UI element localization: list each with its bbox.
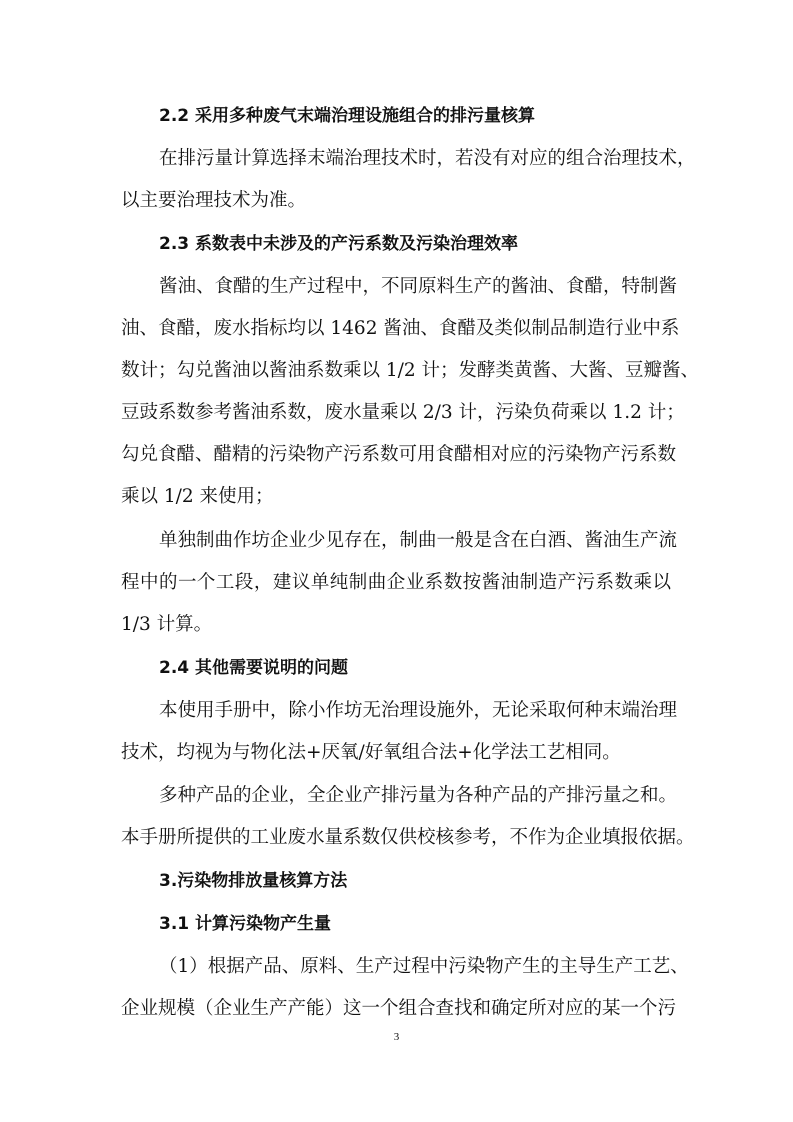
paragraph-line: 在排污量计算选择末端治理技术时，若没有对应的组合治理技术， <box>159 148 696 169</box>
paragraph-line: 程中的一个工段，建议单纯制曲企业系数按酱油制造产污系数乘以 <box>121 572 671 593</box>
paragraph-line: （1）根据产品、原料、生产过程中污染物产生的主导生产工艺、 <box>159 956 689 977</box>
section-heading-2-4: 2.4 其他需要说明的问题 <box>159 658 349 678</box>
section-heading-3-1: 3.1 计算污染物产生量 <box>159 914 332 934</box>
paragraph-line: 技术，均视为与物化法+厌氧/好氧组合法+化学法工艺相同。 <box>121 742 621 763</box>
paragraph-line: 本手册所提供的工业废水量系数仅供校核参考，不作为企业填报依据。 <box>121 827 695 848</box>
paragraph-line: 勾兑食醋、醋精的污染物产污系数可用食醋相对应的污染物产污系数 <box>121 444 677 465</box>
page-number: 3 <box>393 1031 400 1043</box>
paragraph-line: 1/3 计算。 <box>121 614 213 635</box>
paragraph-line: 豆豉系数参考酱油系数，废水量乘以 2/3 计，污染负荷乘以 1.2 计； <box>121 402 685 423</box>
paragraph-line: 单独制曲作坊企业少见存在，制曲一般是含在白酒、酱油生产流 <box>159 530 678 551</box>
section-heading-2-3: 2.3 系数表中未涉及的产污系数及污染治理效率 <box>159 234 519 254</box>
paragraph-line: 本使用手册中，除小作坊无治理设施外，无论采取何种末端治理 <box>159 700 678 721</box>
paragraph-line: 以主要治理技术为准。 <box>121 190 307 211</box>
paragraph-line: 企业规模（企业生产产能）这一个组合查找和确定所对应的某一个污 <box>121 998 677 1019</box>
paragraph-line: 油、食醋，废水指标均以 1462 酱油、食醋及类似制品制造行业中系 <box>121 318 680 339</box>
section-heading-3: 3.污染物排放量核算方法 <box>159 871 348 891</box>
paragraph-line: 多种产品的企业，全企业产排污量为各种产品的产排污量之和。 <box>159 785 678 806</box>
section-heading-2-2: 2.2 采用多种废气末端治理设施组合的排污量核算 <box>159 106 536 126</box>
paragraph-line: 酱油、食醋的生产过程中，不同原料生产的酱油、食醋，特制酱 <box>159 276 678 297</box>
paragraph-line: 数计；勾兑酱油以酱油系数乘以 1/2 计；发酵类黄酱、大酱、豆瓣酱、 <box>121 360 700 381</box>
paragraph-line: 乘以 1/2 来使用； <box>121 486 274 507</box>
